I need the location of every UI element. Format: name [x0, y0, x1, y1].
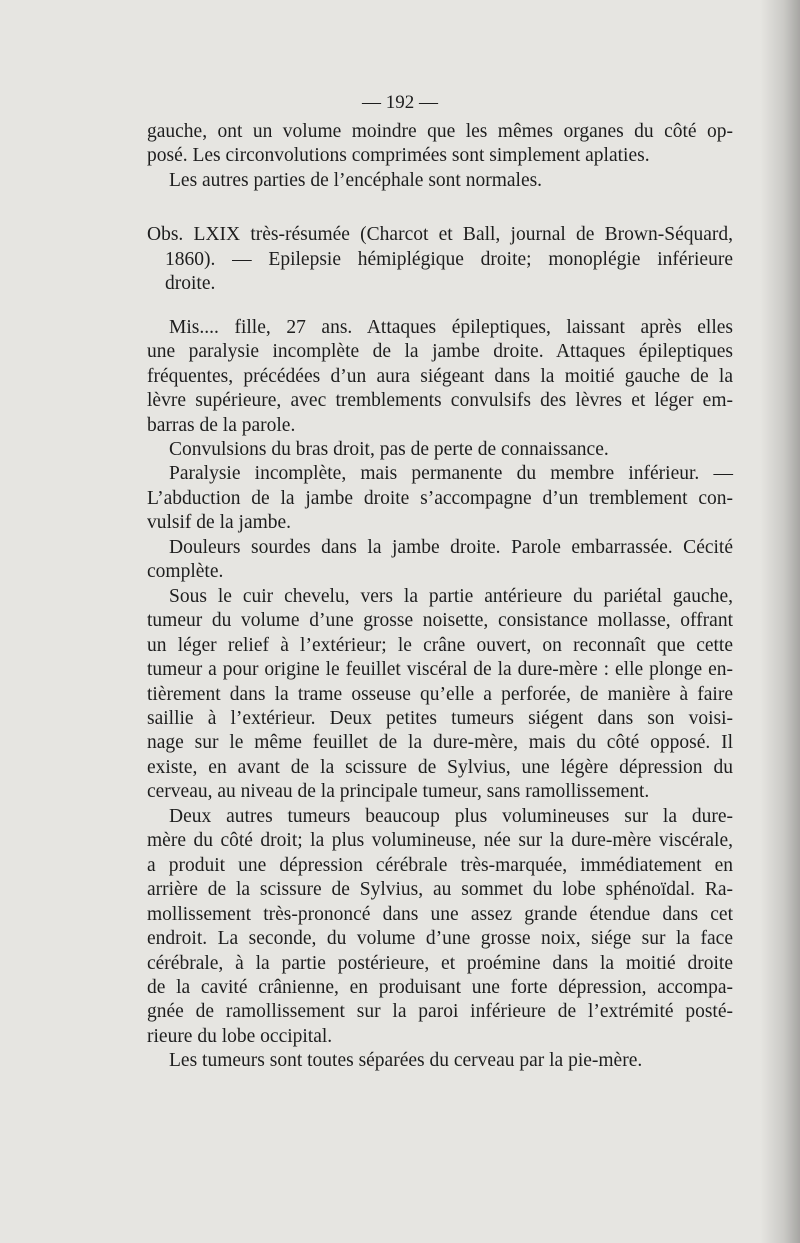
text-line: gnée de ramollissement sur la paroi inférieure de l’extrémité posté-: [147, 1001, 733, 1023]
text-line: L’abduction de la jambe droite s’accompagne d’un tremblement con-: [147, 487, 733, 509]
text-line: nage sur le même feuillet de la dure-mère, mais du côté opposé. Il: [147, 732, 733, 754]
observation-heading: [147, 223, 733, 296]
text-line: droite.: [165, 273, 216, 295]
page-edge-shadow: [760, 0, 800, 1243]
paragraph-continued: [147, 120, 733, 169]
text-line: fréquentes, précédées d’un aura siégeant dans la moitié gauche de la: [147, 365, 733, 387]
text-line: Deux autres tumeurs beaucoup plus volumineuses sur la dure-: [169, 805, 733, 827]
text-line: endroit. La seconde, du volume d’une grosse noix, siége sur la face: [147, 928, 733, 950]
text-line: un léger relief à l’extérieur; le crâne ouvert, on reconnaît que cette: [147, 634, 733, 656]
text-line: Les autres parties de l’encéphale sont normales.: [169, 169, 543, 191]
text-line: une paralysie incomplète de la jambe droite. Attaques épileptiques: [147, 341, 733, 363]
text-line: Douleurs sourdes dans la jambe droite. Parole embarrassée. Cécité: [169, 536, 733, 558]
text-line: existe, en avant de la scissure de Sylvius, une légère dépression du: [147, 756, 733, 778]
text-line: tièrement dans la trame osseuse qu’elle a perforée, de manière à faire: [147, 683, 733, 705]
text-line: Mis.... fille, 27 ans. Attaques épileptiques, laissant après elles: [169, 316, 733, 338]
text-line: Paralysie incomplète, mais permanente du membre inférieur. —: [169, 463, 733, 485]
paragraph: [147, 536, 733, 585]
text-line: Les tumeurs sont toutes séparées du cerveau par la pie-mère.: [169, 1050, 643, 1072]
text-line: tumeur a pour origine le feuillet viscéral de la dure-mère : elle plonge en-: [147, 659, 733, 681]
text-line: arrière de la scissure de Sylvius, au sommet du lobe sphénoïdal. Ra-: [147, 879, 733, 901]
text-line: tumeur du volume d’une grosse noisette, consistance mollasse, offrant: [147, 610, 733, 632]
paragraph: [147, 1049, 733, 1073]
text-line: saillie à l’extérieur. Deux petites tumeurs siégent dans son voisi-: [147, 707, 733, 729]
text-line: gauche, ont un volume moindre que les mêmes organes du côté op-: [147, 121, 733, 142]
paragraph: [147, 805, 733, 1050]
text-line: cerveau, au niveau de la principale tumeur, sans ramollissement.: [147, 781, 650, 803]
paragraph: [147, 585, 733, 805]
text-line: vulsif de la jambe.: [147, 512, 292, 534]
text-line: 1860). — Epilepsie hémiplégique droite; monoplégie inférieure: [165, 248, 733, 270]
text-line: de la cavité crânienne, en produisant une forte dépression, accompa-: [147, 976, 733, 998]
paragraph: [147, 438, 733, 462]
text-line: lèvre supérieure, avec tremblements convulsifs des lèvres et léger em-: [147, 390, 733, 412]
text-line: Sous le cuir chevelu, vers la partie antérieure du pariétal gauche,: [169, 585, 733, 607]
text-line: rieure du lobe occipital.: [147, 1025, 333, 1047]
page-body: [147, 120, 733, 1074]
page-number: — 192 —: [362, 92, 438, 113]
text-line: cérébrale, à la partie postérieure, et proémine dans la moitié droite: [147, 952, 733, 974]
paragraph: [147, 316, 733, 438]
paragraph: [147, 169, 733, 193]
text-line: Convulsions du bras droit, pas de perte de connaissance.: [169, 438, 609, 460]
text-line: complète.: [147, 561, 224, 583]
text-line: posé. Les circonvolutions comprimées sont simplement aplaties.: [147, 145, 650, 167]
text-line: barras de la parole.: [147, 414, 296, 436]
text-line: mollissement très-prononcé dans une assez grande étendue dans cet: [147, 903, 733, 925]
text-line: Obs. LXIX très-résumée (Charcot et Ball, journal de Brown-Séquard,: [147, 224, 733, 246]
paragraph: [147, 462, 733, 535]
text-line: mère du côté droit; la plus volumineuse, née sur la dure-mère viscérale,: [147, 830, 733, 852]
text-line: a produit une dépression cérébrale très-marquée, immédiatement en: [147, 854, 733, 876]
